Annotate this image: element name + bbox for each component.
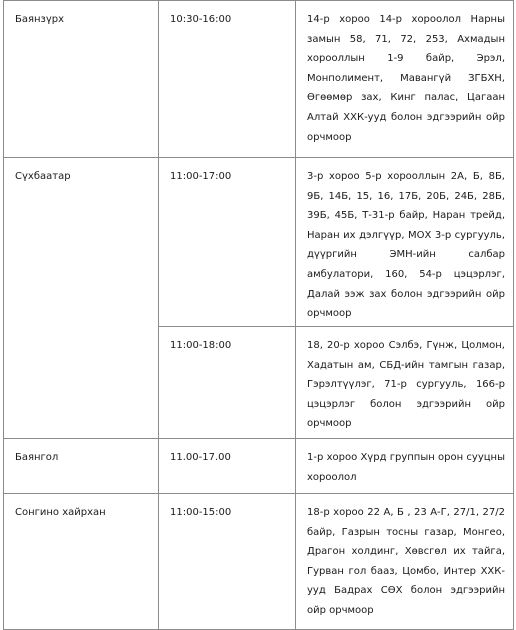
time-cell: 11:00-18:00 — [159, 327, 296, 439]
district-cell: Сүхбаатар — [4, 158, 159, 439]
time-cell: 11.00-17.00 — [159, 439, 296, 494]
time-cell: 11:00-17:00 — [159, 158, 296, 327]
time-cell: 10:30-16:00 — [159, 1, 296, 158]
area-cell: 1-р хороо Хүрд группын орон сууцны хороолол — [296, 439, 514, 494]
area-cell: 18-р хороо 22 А, Б , 23 А-Г, 27/1, 27/2 байр, Газрын тосны газар, Монгео, Драгон холдинг, Хөвсгөл их тайга, Гурван гол бааз, Цомбо, Интер ХХК-ууд Бадрах СӨХ болон эдгээрийн ойр орчмоор — [296, 494, 514, 630]
table-row — [4, 158, 514, 327]
table-row — [4, 1, 514, 158]
area-cell: 3-р хороо 5-р хорооллын 2А, Б, 8Б, 9Б, 14Б, 15, 16, 17Б, 20Б, 24Б, 28Б, 39Б, 45Б, Т-31-р байр, Наран трейд, Наран их дэлгүүр, МОХ 3-р сургууль, дүүргийн ЭМН-ийн салбар амбулатори, 160, 54-р цэцэрлэг, Далай ээж зах болон эдгээрийн ойр орчмоор — [296, 158, 514, 327]
outage-schedule-table — [3, 0, 514, 630]
district-cell: Баянгол — [4, 439, 159, 494]
district-cell: Сонгино хайрхан — [4, 494, 159, 630]
area-cell: 14-р хороо 14-р хороолол Нарны замын 58, 71, 72, 253, Ахмадын хорооллын 1-9 байр, Эрэл, Монполимент, Мавангүй ЗГБХН, Өгөөмөр зах, Кинг палас, Цагаан Алтай ХХК-ууд болон эдгээрийн ойр орчмоор — [296, 1, 514, 158]
district-cell: Баянзүрх — [4, 1, 159, 158]
table-row — [4, 494, 514, 630]
area-cell: 18, 20-р хороо Сэлбэ, Гүнж, Цолмон, Хадатын ам, СБД-ийн тамгын газар, Гэрэлтүүлэг, 71-р сургууль, 166-р цэцэрлэг болон эдгээрийн ойр орчмоор — [296, 327, 514, 439]
time-cell: 11:00-15:00 — [159, 494, 296, 630]
table-row — [4, 439, 514, 494]
